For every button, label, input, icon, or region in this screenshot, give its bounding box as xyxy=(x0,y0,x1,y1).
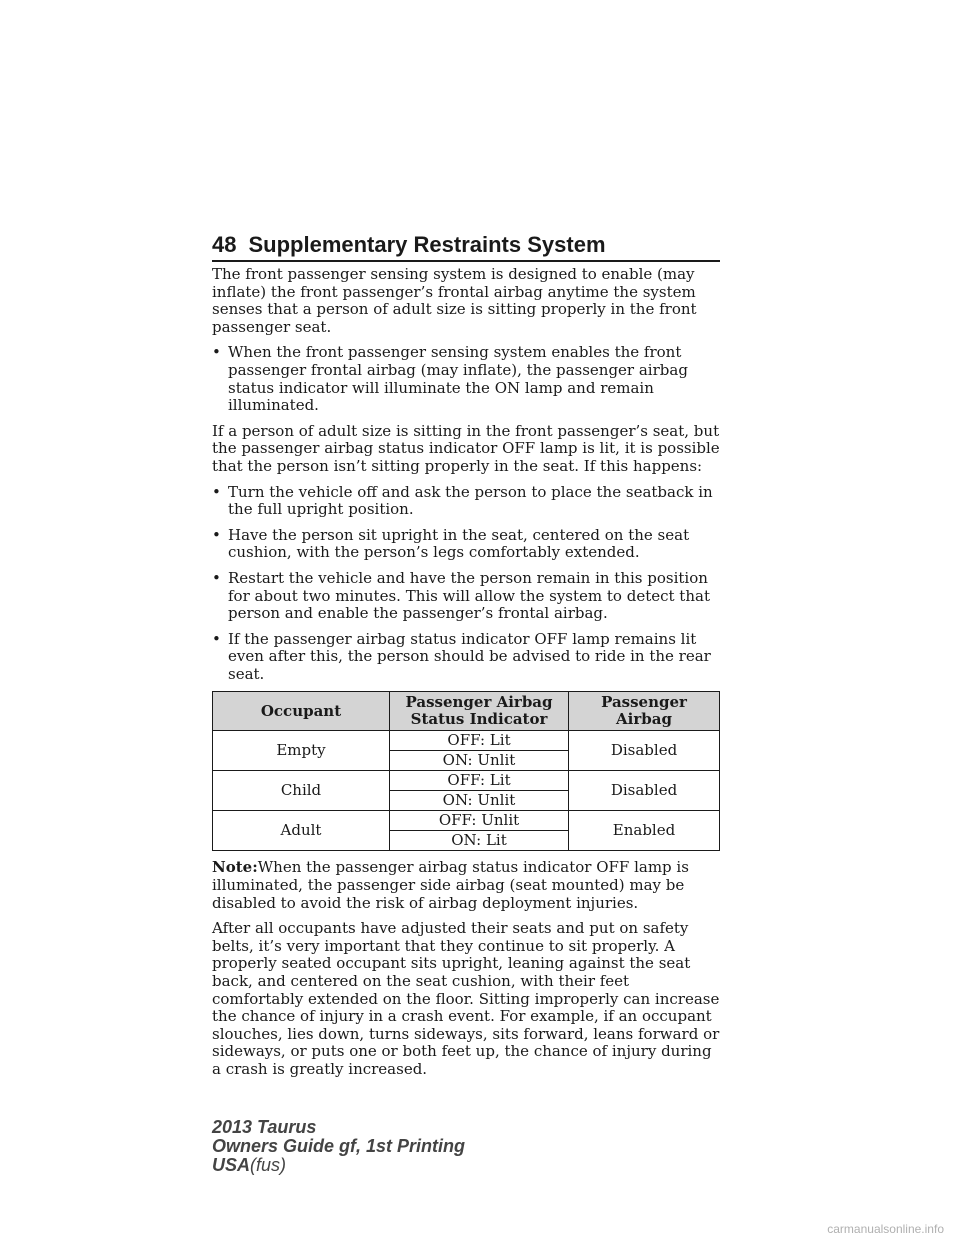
occupant-cell: Empty xyxy=(213,731,390,771)
list-item xyxy=(212,344,720,414)
footer-printing: Owners Guide gf, 1st Printing xyxy=(212,1136,466,1156)
indicator-cell: OFF: Lit xyxy=(390,771,569,791)
intro-paragraph: The front passenger sensing system is designed to enable (may inflate) the front passenger’s frontal airbag anytime the system senses that a person of adult size is sitting properly in the front passenger seat. xyxy=(212,265,697,336)
bullet-icon: • xyxy=(212,343,221,362)
watermark: carmanualsonline.info xyxy=(827,1222,944,1236)
airbag-cell: Disabled xyxy=(569,771,720,811)
airbag-cell: Disabled xyxy=(569,731,720,771)
bullet-text: When the front passenger sensing system enables the front passenger frontal airbag (may inflate), the passenger airbag status indicator will illuminate the ON lamp and remain illuminated. xyxy=(228,343,688,415)
bullet-text: If the passenger airbag status indicator OFF lamp remains lit even after this, the person should be advised to ride in the rear seat. xyxy=(228,629,711,683)
indicator-cell: ON: Unlit xyxy=(390,791,569,811)
bullet-text: Turn the vehicle off and ask the person to place the seatback in the full upright position. xyxy=(228,482,713,519)
airbag-cell: Enabled xyxy=(569,811,720,851)
occupant-cell: Child xyxy=(213,771,390,811)
table-row xyxy=(213,771,720,791)
bullet-icon: • xyxy=(212,525,221,544)
page-header xyxy=(212,232,720,258)
list-item xyxy=(212,527,720,562)
indicator-cell: OFF: Lit xyxy=(390,731,569,751)
page-body xyxy=(212,266,720,1087)
bullet-icon: • xyxy=(212,482,221,501)
bullet-text: Have the person sit upright in the seat, centered on the seat cushion, with the person’s legs comfortably extended. xyxy=(228,525,690,562)
bullet-text: Restart the vehicle and have the person remain in this position for about two minutes. This will allow the system to detect that person and enable the passenger’s frontal airbag. xyxy=(228,568,710,623)
table-row xyxy=(213,811,720,831)
section-title: Supplementary Restraints System xyxy=(248,232,606,257)
table-header-row xyxy=(213,692,720,731)
list-item xyxy=(212,484,720,519)
paragraph: After all occupants have adjusted their seats and put on safety belts, it’s very important that they continue to sit properly. A properly seated occupant sits upright, leaning against the seat back, and centered on the seat cushion, with their feet comfortably extended on the floor. Sitting improperly can increase the chance of injury in a crash event. For example, if an occupant slouches, lies down, turns sideways, sits forward, leans forward or sideways, or puts one or both feet up, the chance of injury during a crash is greatly increased. xyxy=(212,919,720,1078)
footer-model: 2013 Taurus xyxy=(212,1117,317,1137)
bullet-icon: • xyxy=(212,629,221,648)
note-text: When the passenger airbag status indicator OFF lamp is illuminated, the passenger side airbag (seat mounted) may be disabled to avoid the risk of airbag deployment injuries. xyxy=(212,858,689,912)
note-paragraph xyxy=(212,859,720,912)
table-row xyxy=(213,731,720,751)
indicator-cell: ON: Unlit xyxy=(390,751,569,771)
indicator-cell: ON: Lit xyxy=(390,831,569,851)
header-rule xyxy=(212,260,720,262)
header-passenger-airbag: Passenger Airbag xyxy=(569,692,720,731)
page-footer xyxy=(212,1118,465,1175)
list-item xyxy=(212,631,720,684)
list-item xyxy=(212,570,720,623)
note-label: Note: xyxy=(212,858,258,877)
footer-market xyxy=(212,1156,465,1175)
paragraph: If a person of adult size is sitting in the front passenger’s seat, but the passenger airbag status indicator OFF lamp is lit, it is possible that the person isn’t sitting properly in the seat. If this happens: xyxy=(212,421,720,475)
indicator-cell: OFF: Unlit xyxy=(390,811,569,831)
footer-country: USA xyxy=(212,1155,251,1175)
page-number: 48 xyxy=(212,232,237,257)
header-status-indicator: Passenger Airbag Status Indicator xyxy=(390,692,569,731)
airbag-status-table xyxy=(212,691,720,851)
header-occupant: Occupant xyxy=(213,692,390,731)
occupant-cell: Adult xyxy=(213,811,390,851)
bullet-icon: • xyxy=(212,568,221,587)
footer-code: (fus) xyxy=(250,1155,287,1175)
